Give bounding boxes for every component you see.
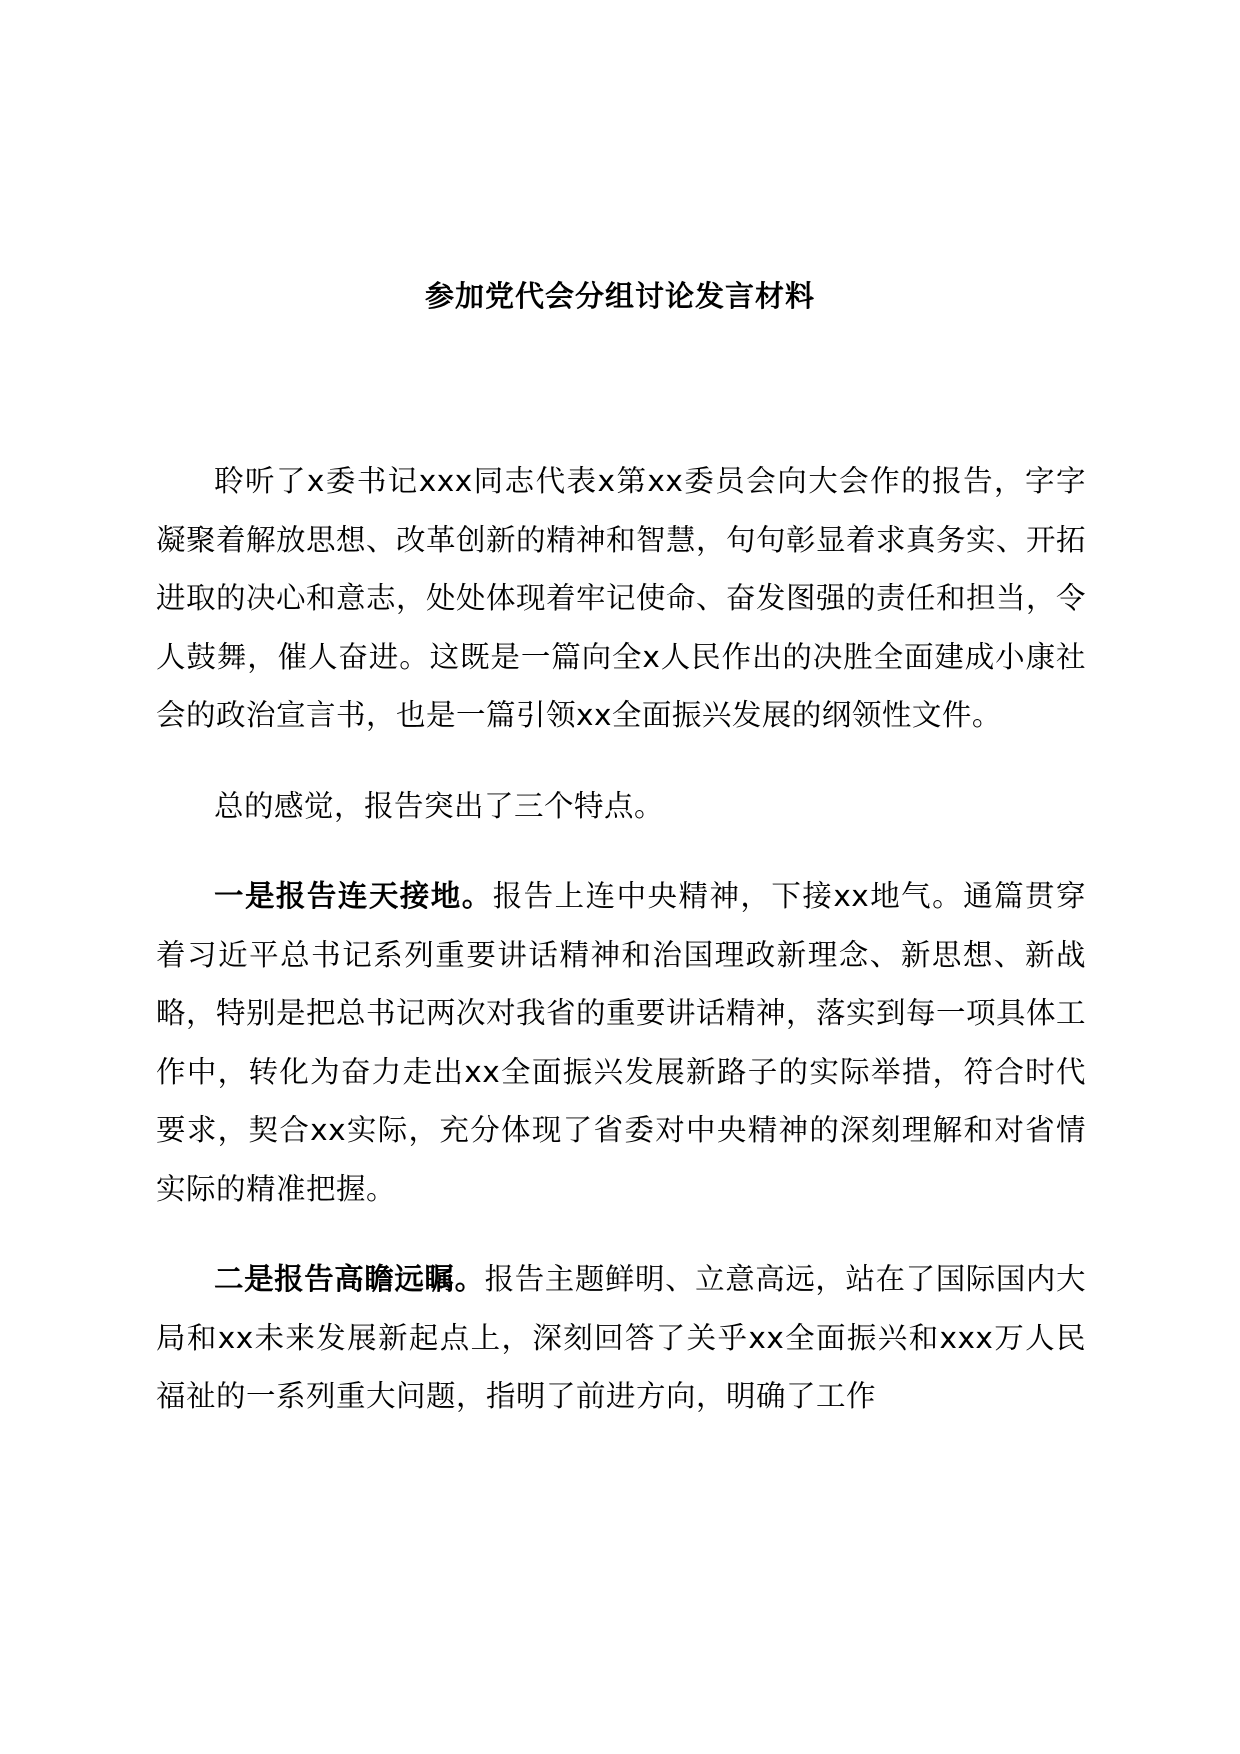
paragraph-lead: 一是报告连天接地。 bbox=[214, 879, 493, 913]
paragraph-text: 报告主题鲜明、立意高远，站在了国际国内大局和xx未来发展新起点上，深刻回答了关乎xx全面振兴和xxx万人民福祉的一系列重大问题，指明了前进方向，明确了工作 bbox=[156, 1262, 1086, 1413]
paragraph-point-two bbox=[156, 1250, 1086, 1426]
document-title: 参加党代会分组讨论发言材料 bbox=[424, 279, 815, 313]
paragraph-text: 聆听了x委书记xxx同志代表x第xx委员会向大会作的报告，字字凝聚着解放思想、改革创新的精神和智慧，句句彰显着求真务实、开拓进取的决心和意志，处处体现着牢记使命、奋发图强的责任和担当，令人鼓舞，催人奋进。这既是一篇向全x人民作出的决胜全面建成小康社会的政治宣言书，也是一篇引领xx全面振兴发展的纲领性文件。 bbox=[156, 464, 1087, 732]
paragraph-lead: 二是报告高瞻远瞩。 bbox=[214, 1262, 485, 1296]
paragraph-text: 总的感觉，报告突出了三个特点。 bbox=[214, 788, 665, 823]
paragraph-intro bbox=[156, 452, 1086, 745]
document-body bbox=[156, 452, 1086, 1458]
paragraph-summary bbox=[156, 777, 1086, 836]
paragraph-text: 报告上连中央精神，下接xx地气。通篇贯穿着习近平总书记系列重要讲话精神和治国理政新理念、新思想、新战略，特别是把总书记两次对我省的重要讲话精神，落实到每一项具体工作中，转化为奋力走出xx全面振兴发展新路子的实际举措，符合时代要求，契合xx实际，充分体现了省委对中央精神的深刻理解和对省情实际的精准把握。 bbox=[156, 879, 1087, 1206]
paragraph-point-one bbox=[156, 867, 1086, 1218]
